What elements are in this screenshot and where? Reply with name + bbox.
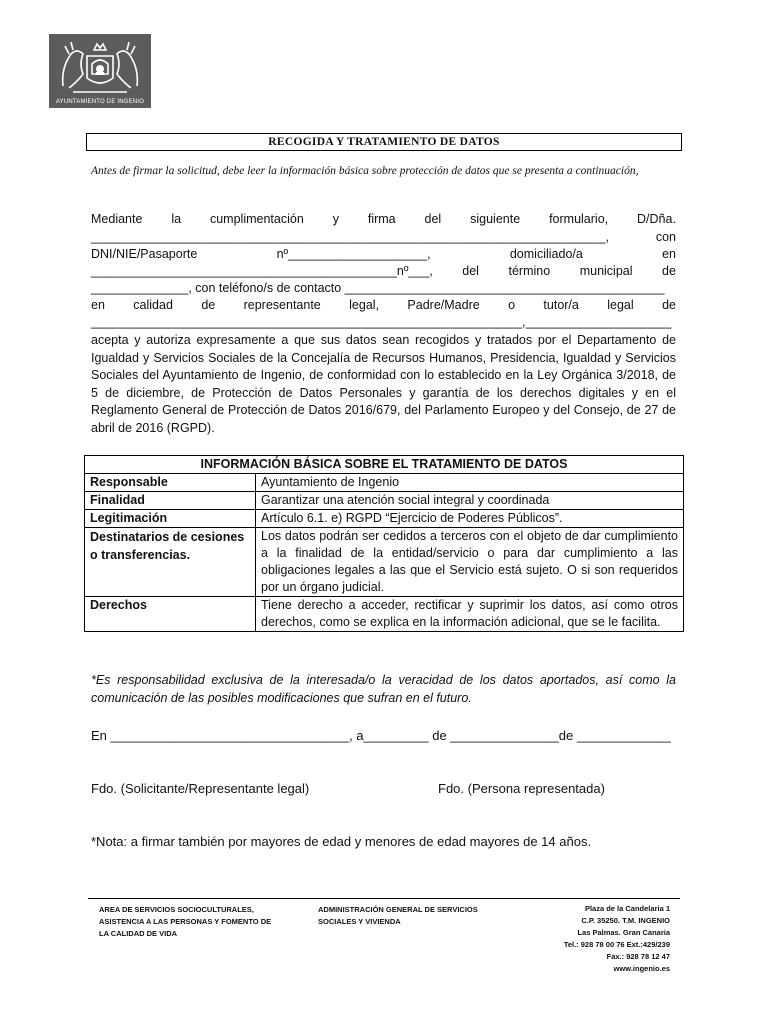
phone-line[interactable]: ______________, con teléfono/s de contacto ______________________________________________ [91,281,665,295]
form-line-6: en calidad de representante legal, Padre/Madre o tutor/a legal de [91,298,676,312]
form-line-2: __________________________________________________________________________, con [91,230,676,244]
document-title: RECOGIDA Y TRATAMIENTO DE DATOS [86,133,682,151]
form-line-4: ____________________________________________nº___, del término municipal de [91,264,676,278]
consent-paragraph: acepta y autoriza expresamente a que sus datos sean recogidos y tratados por el Departamento de Igualdad y Servicios Sociales de la Concejalía de Recursos Humanos, Presidencia, Igualdad y Servicios Sociales del Ayuntamiento de Ingenio, de conformidad con lo establecido en la Ley Orgánica 3/2018, de 5 de diciembre, de Protección de Datos Personales y garantía de los derechos digitales y en el Reglamento General de Protección de Datos 2016/679, del Parlamento Europeo y del Consejo, de 27 de abril de 2016 (RGPD). [91,333,676,435]
intro-text: Antes de firmar la solicitud, debe leer la información básica sobre protección de datos que se presenta a continuación, [91,165,639,177]
table-heading: INFORMACIÓN BÁSICA SOBRE EL TRATAMIENTO DE DATOS [85,456,684,474]
signature-represented: Fdo. (Persona representada) [438,781,605,796]
ayuntamiento-logo [49,34,151,108]
coat-of-arms-icon [49,34,151,108]
table-row: Destinatarios de cesiones o transferencias. Los datos podrán ser cedidos a terceros con el objeto de dar cumplimiento a la finalidad de la entidad/servicio o para dar cumplimiento a las obligaciones legales a las que el Servicio está sujeto. O si son requeridos por un órgano judicial. [85,528,684,597]
form-line-3: DNI/NIE/Pasaporte nº____________________, domiciliado/a en [91,247,676,261]
table-row: Legitimación Artículo 6.1. e) RGPD “Ejercicio de Poderes Públicos”. [85,510,684,528]
footer-administration: ADMINISTRACIÓN GENERAL DE SERVICIOS SOCIALES Y VIVIENDA [318,905,478,926]
address-blank[interactable]: ____________________________________________nº___, [91,264,433,278]
signature-applicant: Fdo. (Solicitante/Representante legal) [91,781,310,796]
dni-blank[interactable]: nº____________________, [276,247,431,261]
representative-blank[interactable]: ______________________________________________________________,_____________________ [91,315,672,329]
footer-contact: Plaza de la Candelaria 1 C.P. 35250. T.M. INGENIO Las Palmas. Gran Canaria Tel.: 928 78 00 76 Ext.:429/239 Fax.: 928 78 12 47 www.ingenio.es [563,904,670,973]
name-blank[interactable]: __________________________________________________________________________, [91,230,609,244]
responsibility-note: *Es responsabilidad exclusiva de la interesada/o la veracidad de los datos aportados, así como la comunicación de las posibles modificaciones que sufran en el futuro. [91,673,676,705]
footer-divider [88,898,680,899]
place-date-line[interactable]: En _________________________________, a_________ de _______________de _____________ [91,728,671,743]
logo-caption: AYUNTAMIENTO DE INGENIO [55,99,145,105]
table-row: Finalidad Garantizar una atención social integral y coordinada [85,492,684,510]
form-line-1: Mediante la cumplimentación y firma del siguiente formulario, D/Dña. [91,212,676,226]
website-link[interactable]: www.ingenio.es [613,964,670,973]
data-protection-table [84,455,684,632]
table-row: Derechos Tiene derecho a acceder, rectificar y suprimir los datos, así como otros derechos, como se explica en la información adicional, que se le facilita. [85,597,684,632]
final-note: *Nota: a firmar también por mayores de edad y menores de edad mayores de 14 años. [91,834,592,849]
table-row: Responsable Ayuntamiento de Ingenio [85,474,684,492]
footer-area: AREA DE SERVICIOS SOCIOCULTURALES, ASISTENCIA A LAS PERSONAS Y FOMENTO DE LA CALIDAD DE VIDA [99,905,272,938]
